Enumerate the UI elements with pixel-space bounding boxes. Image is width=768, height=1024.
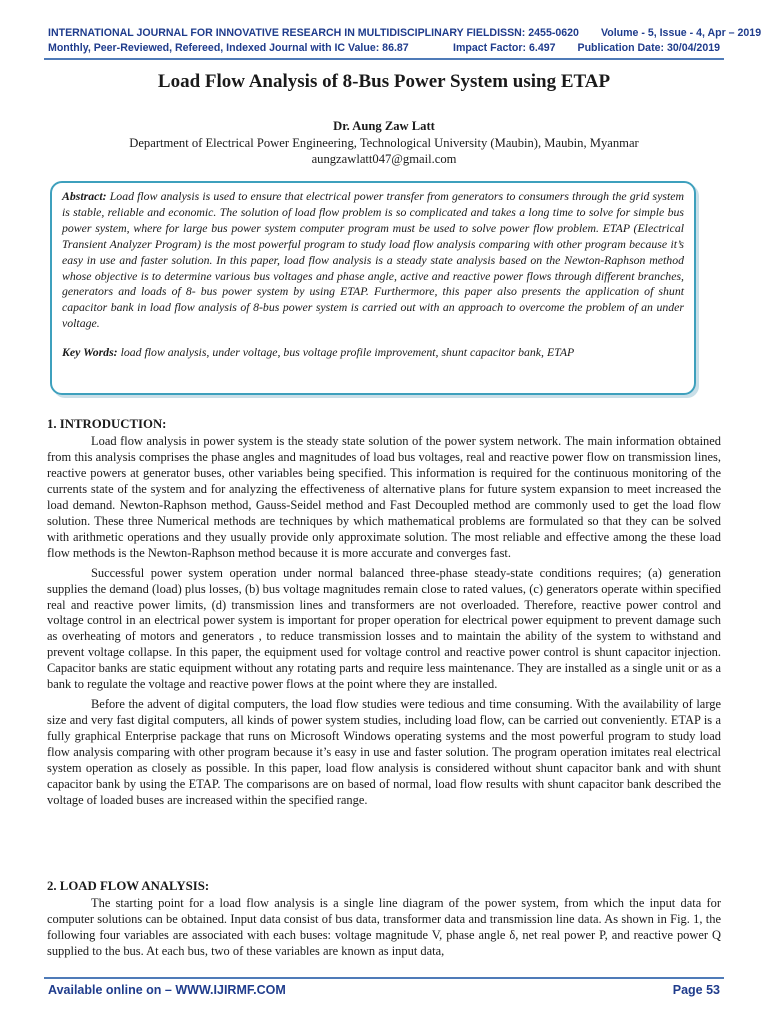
section-load-flow-body	[47, 896, 721, 964]
issn: ISSN: 2455-0620	[497, 27, 579, 39]
header-line-1	[48, 26, 762, 41]
header-line-2	[48, 41, 720, 56]
section-heading-introduction: 1. INTRODUCTION:	[47, 417, 167, 431]
paragraph: The starting point for a load flow analysis is a single line diagram of the power system, from which the input data for computer solutions can be obtained. Input data consist of bus data, transformer data and transmission line data. As shown in Fig. 1, the following four variables are associated with each buses: voltage magnitude V, phase angle δ, net real power P, and reactive power Q supplied to the bus. At each bus, two of these variables are known as input data,	[47, 896, 721, 958]
section-introduction-body	[47, 434, 721, 813]
author-affiliation-block	[48, 135, 720, 167]
keywords	[62, 344, 684, 360]
journal-header	[48, 26, 762, 56]
paper-title: Load Flow Analysis of 8-Bus Power System using ETAP	[157, 71, 611, 92]
header-rule	[44, 58, 724, 60]
author-name: Dr. Aung Zaw Latt	[333, 119, 435, 133]
header-right-2	[453, 41, 720, 56]
available-online: Available online on – WWW.IJIRMF.COM	[48, 983, 286, 997]
volume-issue: Volume - 5, Issue - 4, Apr – 2019	[600, 27, 762, 39]
publication-date: Publication Date: 30/04/2019	[577, 42, 720, 54]
paragraph: Successful power system operation under normal balanced three-phase steady-state conditions requires; (a) generation supplies the demand (load) plus losses, (b) bus voltage magnitudes remain close to rated values, (c) generators operate within specified real and reactive power limits, (d) transmission lines and transformers are not overloaded. Therefore, reactive power control and voltage control in an electrical power system is important for proper operation for electrical power equipment to prevent damage such as overheating of motors and generators , to reduce transmission losses and to maintain the ability of the system to withstand and prevent voltage collapse. In this paper, the equipment used for voltage control and reactive power control is shunt capacitor injection. Capacitor banks are static equipment without any rotating parts and require less maintenance. They are installed as a single unit or as a bank to regulate the voltage and reactive power flows at the point where they are installed.	[47, 565, 721, 692]
abstract-box	[50, 181, 696, 395]
page-footer	[48, 983, 720, 997]
abstract-label: Abstract:	[62, 189, 107, 203]
abstract	[62, 189, 684, 332]
impact-factor: Impact Factor: 6.497	[453, 42, 556, 54]
header-right-1	[497, 26, 761, 41]
paragraph: Load flow analysis in power system is the steady state solution of the power system network. The main information obtained from this analysis comprises the phase angles and magnitudes of load bus voltages, real and reactive power flow on transmission lines, reactive powers at generator buses, other variables being specified. This information is required for the continuous monitoring of the currents state of the system and for analyzing the effectiveness of alternative plans for future system expansion to meet increased the load demand. Newton-Raphson method, Gauss-Seidel method and Fast Decoupled method are commonly used to get the load flow solution. These three Numerical methods are techniques by which mathematical problems are formulated so that they can be solved with arithmetic operations and they usually provide only approximate solution. The most reliable and effective among the these load flow methods is the Newton-Raphson method because it is more accurate and converges fast.	[47, 434, 721, 560]
author-email: aungzawlatt047@gmail.com	[311, 152, 457, 166]
journal-indexing: Monthly, Peer-Reviewed, Refereed, Indexed Journal with IC Value: 86.87	[48, 42, 409, 54]
paragraph: Before the advent of digital computers, the load flow studies were tedious and time consuming. With the availability of large size and very fast digital computers, all kinds of power system studies, including load flow, can be carried out conveniently. ETAP is a fully graphical Enterprise package that runs on Microsoft Windows operating systems and the most powerful program to study load flow analysis comparing with other program because it’s easy in use and faster solution. The program operation imitates real electrical system operation as closely as possible. In this paper, load flow analysis is considered without shunt capacitor bank and with shunt capacitor bank by using the ETAP. The comparisons are on based of normal, load flow results with shunt capacitor bank described the voltage of loaded buses are increased within the specified range.	[47, 697, 721, 807]
abstract-text: Load flow analysis is used to ensure that electrical power transfer from generators to consumers through the grid system is stable, reliable and economic. The solution of load flow problem is so complicated and takes a long time to solve for simple bus power system, where for large bus power system computer program must be used to solve power flow problem. ETAP (Electrical Transient Analyzer Program) is the most powerful program to study load flow analysis comparing with other program because it’s easy in use and faster solution. In this paper, load flow analysis is a steady state analysis based on the Newton-Raphson method whose objective is to determine various bus voltages and phase angle, active and reactive power flows through different branches, generators and loads of 8- bus power system by using ETAP. Furthermore, this paper also presents the application of shunt capacitor bank in load flow analysis of 8-bus power system is carried out with an approach to overcome the problem of an under voltage.	[62, 189, 685, 331]
page-number: Page 53	[672, 983, 720, 997]
affiliation: Department of Electrical Power Engineering, Technological University (Maubin), Maubin, Myanmar	[129, 136, 639, 150]
journal-name: INTERNATIONAL JOURNAL FOR INNOVATIVE RESEARCH IN MULTIDISCIPLINARY FIELD	[48, 27, 498, 39]
keywords-label: Key Words:	[62, 345, 118, 360]
footer-rule	[44, 977, 724, 979]
section-heading-load-flow: 2. LOAD FLOW ANALYSIS:	[47, 879, 210, 893]
keywords-text: load flow analysis, under voltage, bus voltage profile improvement, shunt capacitor bank, ETAP	[120, 345, 575, 360]
